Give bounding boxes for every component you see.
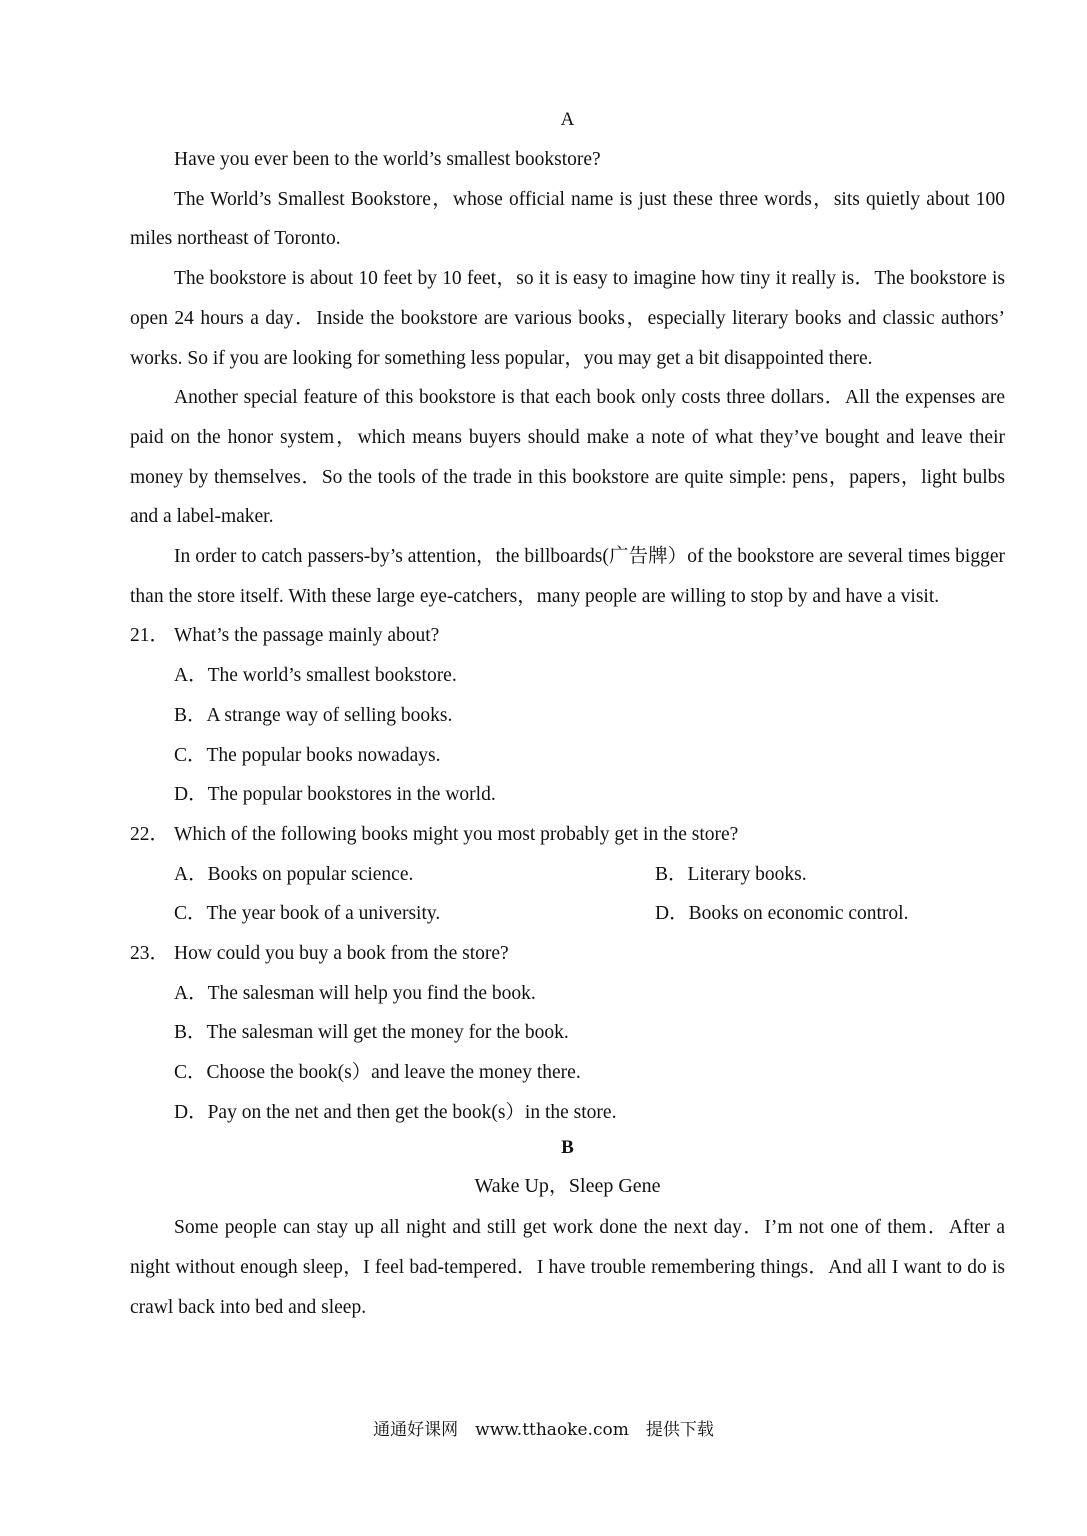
passage-b-title: Wake Up，Sleep Gene xyxy=(474,1175,661,1198)
question-text: What’s the passage mainly about? xyxy=(174,625,440,647)
q23-option-d: D．Pay on the net and then get the book(s）in the store. xyxy=(174,1101,617,1123)
q22-option-b: B．Literary books. xyxy=(655,863,807,885)
question-21 xyxy=(130,616,1005,656)
q22-options-row-1 xyxy=(130,855,1005,895)
passage-a-paragraph-4: Another special feature of this bookstore is that each book only costs three dollars．All the expenses are paid on the honor system，which means buyers should make a note of what they’ve bought and leave their money by themselves．So the tools of the trade in this bookstore are quite simple: pens，papers，light bulbs and a label-maker. xyxy=(130,387,1005,528)
question-text: How could you buy a book from the store? xyxy=(174,942,509,964)
question-23 xyxy=(130,934,1005,974)
q22-option-d: D．Books on economic control. xyxy=(655,903,909,925)
q21-option-d: D．The popular bookstores in the world. xyxy=(174,784,496,806)
q23-option-a: A．The salesman will help you find the book. xyxy=(174,982,536,1004)
question-number: 22． xyxy=(130,823,170,845)
passage-a-paragraph-2: The World’s Smallest Bookstore，whose official name is just these three words，sits quietly about 100 miles northeast of Toronto. xyxy=(130,188,1005,250)
passage-a-paragraph-3: The bookstore is about 10 feet by 10 feet，so it is easy to imagine how tiny it really is．The bookstore is open 24 hours a day．Inside the bookstore are various books，especially literary books and classic authors’ works. So if you are looking for something less popular，you may get a bit disappointed there. xyxy=(130,268,1005,369)
q23-option-c: C．Choose the book(s）and leave the money there. xyxy=(174,1062,581,1083)
q22-option-a: A．Books on popular science. xyxy=(174,863,414,885)
section-b-heading: B xyxy=(561,1137,574,1159)
q22-options-row-2 xyxy=(130,894,1005,934)
q22-option-c: C．The year book of a university. xyxy=(174,903,441,925)
q23-option-b: B．The salesman will get the money for the book. xyxy=(174,1022,569,1044)
q21-option-b: B．A strange way of selling books. xyxy=(174,704,453,726)
q21-option-a: A．The world’s smallest bookstore. xyxy=(174,665,457,687)
question-text: Which of the following books might you most probably get in the store? xyxy=(174,823,739,845)
question-number: 23． xyxy=(130,942,170,964)
question-22 xyxy=(130,815,1005,855)
exam-page xyxy=(130,104,1005,1327)
footer-source-note: 通通好课网 www.tthaoke.com 提供下载 xyxy=(373,1420,714,1440)
passage-a-paragraph-1: Have you ever been to the world’s smallest bookstore? xyxy=(174,149,601,170)
q21-option-c: C．The popular books nowadays. xyxy=(174,744,441,766)
section-a-heading: A xyxy=(560,109,575,130)
question-number: 21． xyxy=(130,625,170,647)
passage-a-paragraph-5: In order to catch passers-by’s attention，the billboards(广告牌）of the bookstore are several times bigger than the store itself. With these large eye-catchers，many people are willing to stop by and have a visit. xyxy=(130,546,1005,607)
passage-b-paragraph-1: Some people can stay up all night and still get work done the next day．I’m not one of them．After a night without enough sleep，I feel bad-tempered．I have trouble remembering things．And all I want to do is crawl back into bed and sleep. xyxy=(130,1217,1005,1318)
